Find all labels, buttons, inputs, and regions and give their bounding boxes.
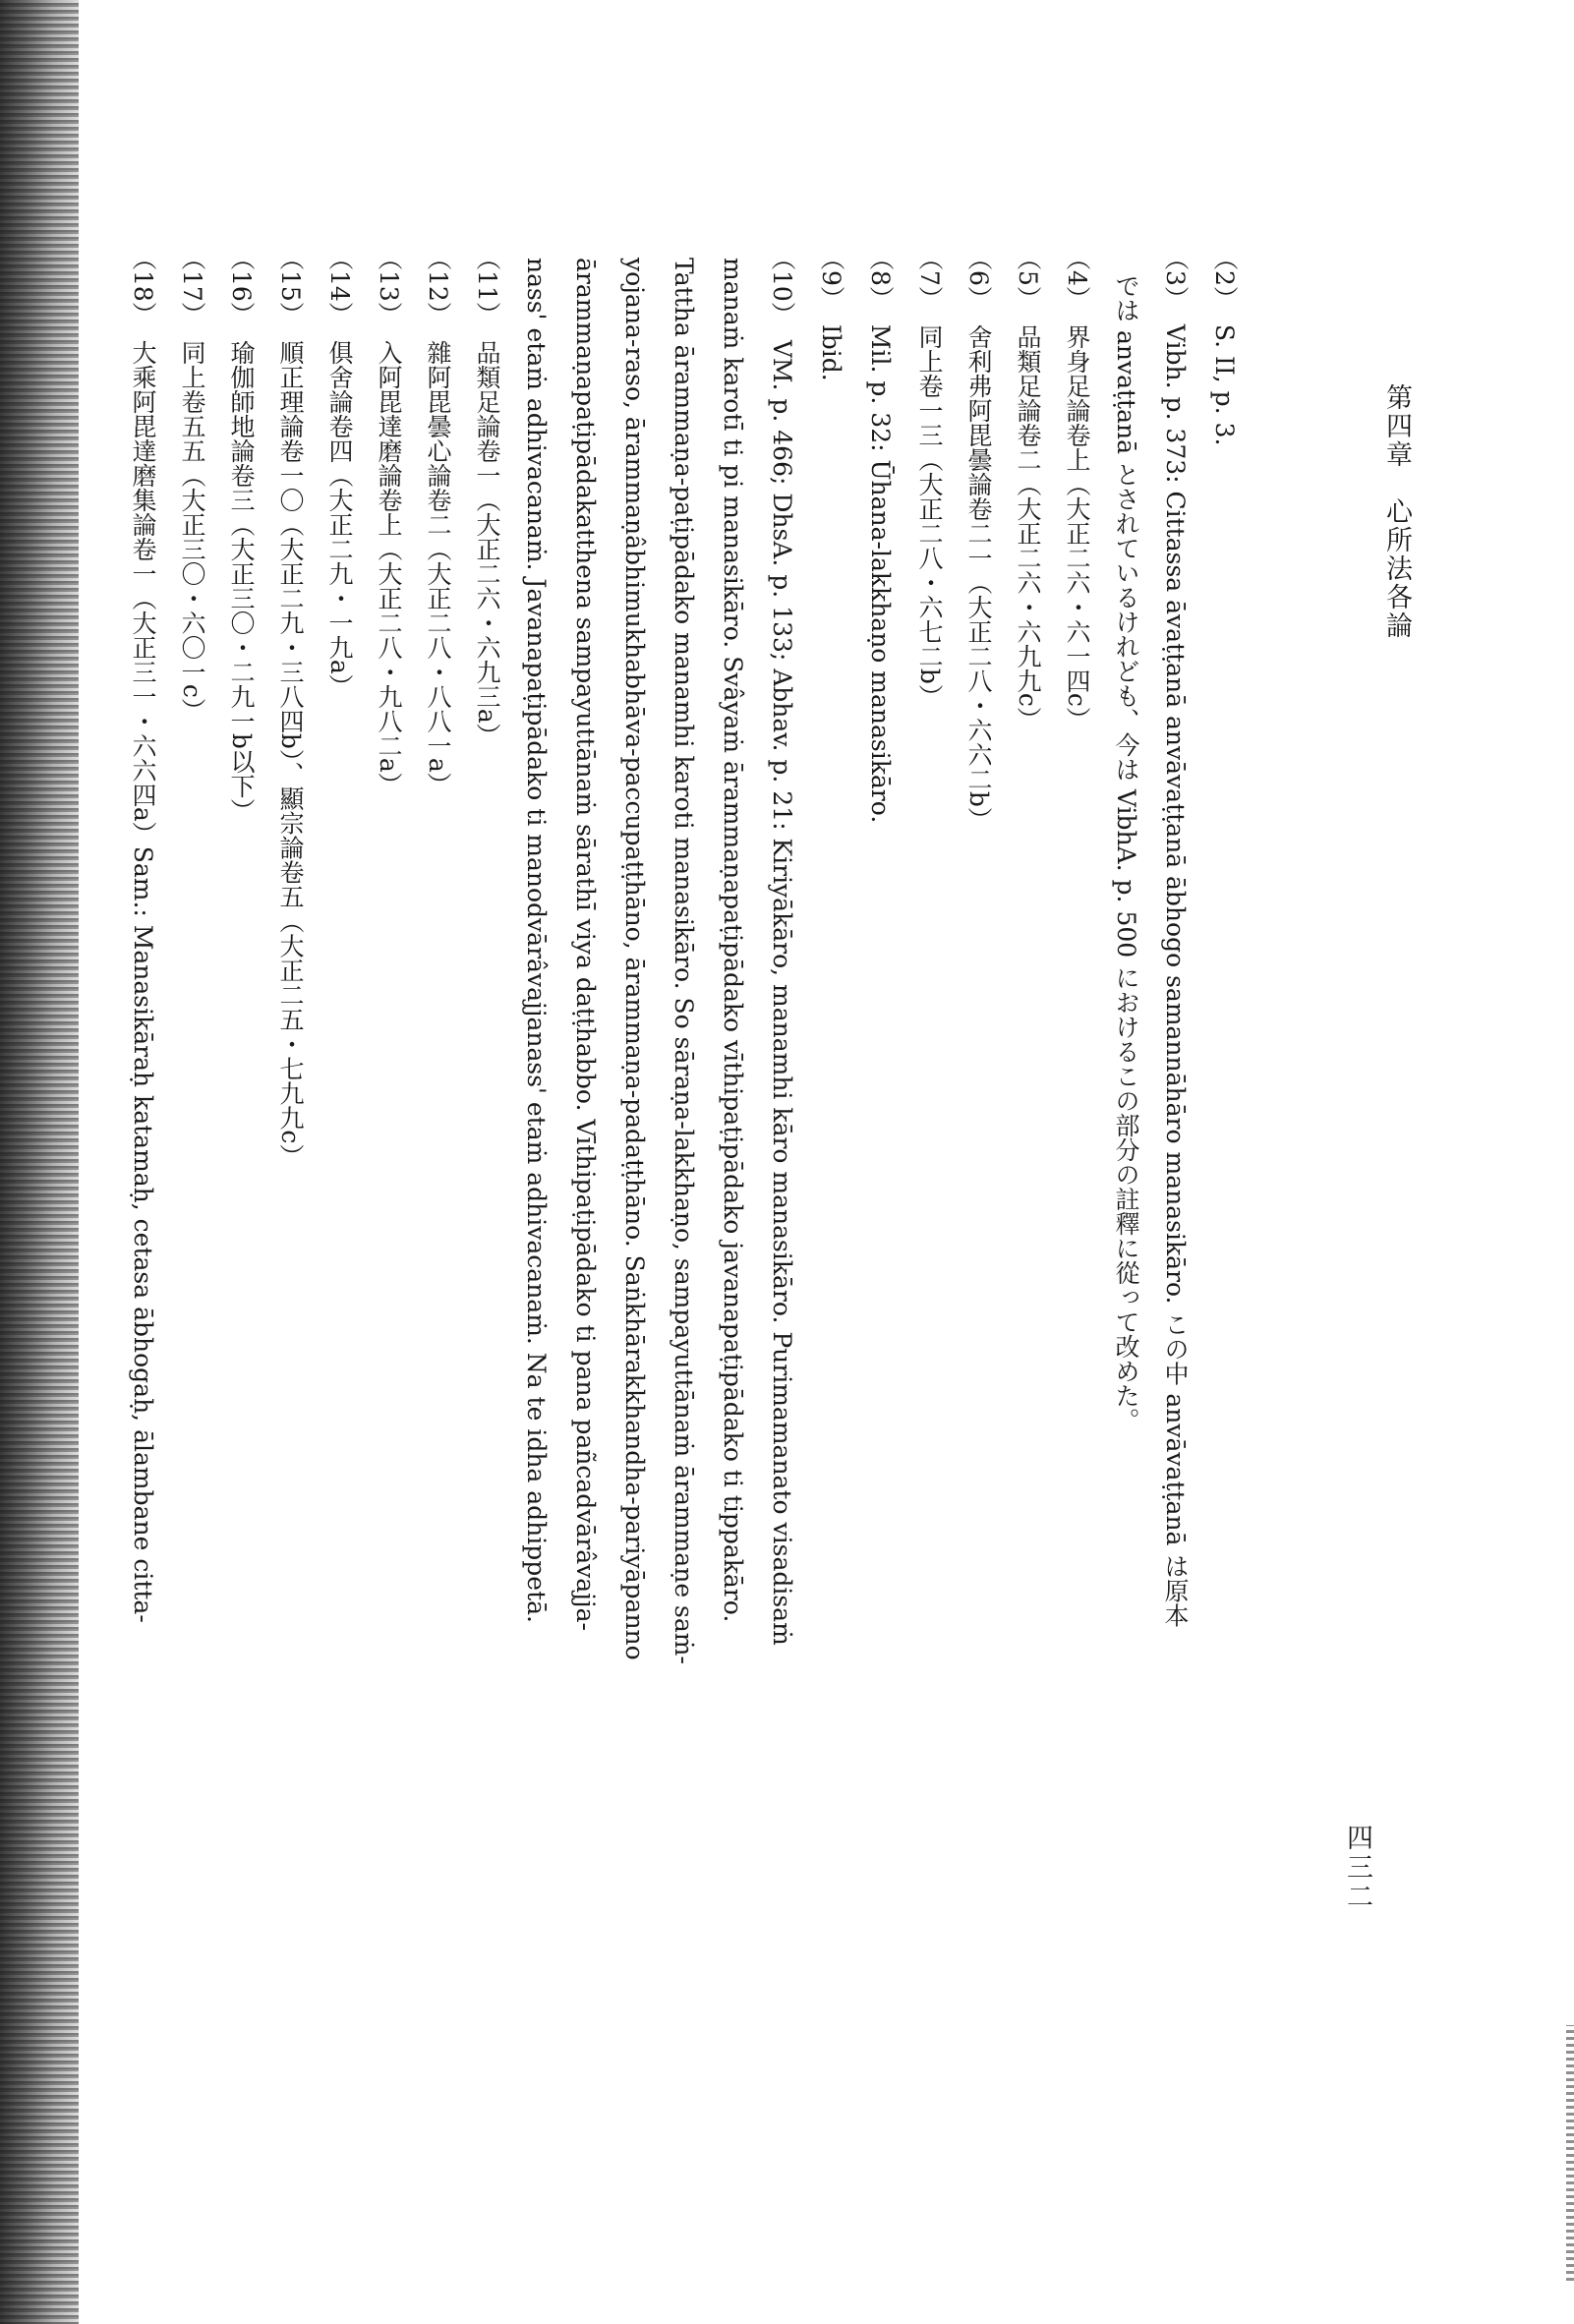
note-number: （13） bbox=[375, 246, 403, 326]
page-number: 四三二 bbox=[1342, 1824, 1372, 1912]
note-text: manaṁ karotī ti pi manasikāro. Svâyaṁ ārammaṇapaṭipādako vīthipaṭipādako javanapaṭipādako ti tippakāro. bbox=[719, 258, 747, 1623]
note-8 bbox=[855, 246, 904, 1917]
note-text: 品類足論卷一（大正二六・六九三a） bbox=[473, 339, 501, 748]
note-number: （18） bbox=[129, 246, 157, 326]
note-text: S. II, p. 3. bbox=[1210, 323, 1239, 446]
note-5 bbox=[1003, 246, 1052, 1917]
note-11 bbox=[462, 246, 511, 1917]
note-2 bbox=[1199, 246, 1249, 1917]
note-number: （10） bbox=[768, 246, 796, 326]
note-text: Mil. p. 32: Ūhana-lakkhaṇo manasikāro. bbox=[866, 323, 895, 824]
note-10-continued bbox=[511, 246, 560, 1917]
note-10-continued bbox=[659, 246, 708, 1917]
note-text: 同上卷五五（大正三〇・六〇一c） bbox=[178, 339, 206, 723]
note-4 bbox=[1052, 246, 1101, 1917]
note-text: ārammaṇapaṭipādakatthena sampayuttānaṁ sārathī viya daṭṭhabbo. Vīthipaṭipādako ti pana pañcadvārâvajja- bbox=[571, 258, 600, 1632]
note-text: 瑜伽師地論卷三（大正三〇・二九一b以下） bbox=[227, 339, 256, 823]
note-text: Ibid. bbox=[817, 323, 845, 381]
note-text: 入阿毘達磨論卷上（大正二八・九八二a） bbox=[375, 339, 403, 797]
note-9 bbox=[806, 246, 855, 1917]
note-text: 同上卷一三（大正二八・六七二b） bbox=[915, 323, 944, 709]
note-7 bbox=[904, 246, 954, 1917]
note-13 bbox=[364, 246, 413, 1917]
note-text: Tattha ārammaṇa-paṭipādako manamhi karoti manasikāro. So sāraṇa-lakkhaṇo, sampayuttānaṁ ārammaṇe saṁ- bbox=[670, 258, 698, 1664]
note-text: 順正理論卷一〇（大正二九・三八四b）、顯宗論卷五（大正二五・七九九c） bbox=[276, 339, 305, 1169]
note-text: VM. p. 466; DhsA. p. 133; Abhav. p. 21: Kiriyākāro, manamhi kāro manasikāro. Purimamanato visadisaṁ bbox=[768, 339, 796, 1646]
note-number: （5） bbox=[1014, 246, 1042, 311]
note-number: （8） bbox=[866, 246, 895, 311]
note-text: では anvaṭṭanā とされているけれども、今は VibhA. p. 500 におけるこの部分の註釋に從って改めた。 bbox=[1112, 273, 1140, 1433]
note-15 bbox=[265, 246, 315, 1917]
note-10-continued bbox=[708, 246, 757, 1917]
note-text: 品類足論卷二（大正二六・六九九c） bbox=[1014, 323, 1042, 731]
note-number: （17） bbox=[178, 246, 206, 326]
note-18 bbox=[118, 246, 167, 1917]
note-text: 舍利弗阿毘曇論卷二一（大正二八・六六二b） bbox=[964, 323, 993, 832]
note-number: （12） bbox=[424, 246, 452, 326]
note-number: （7） bbox=[915, 246, 944, 311]
note-number: （6） bbox=[964, 246, 993, 311]
note-number: （11） bbox=[473, 246, 501, 326]
note-number: （3） bbox=[1161, 246, 1190, 311]
note-text: 雜阿毘曇心論卷二（大正二八・八八一a） bbox=[424, 339, 452, 797]
note-text: 界身足論卷上（大正二六・六一四c） bbox=[1063, 323, 1091, 731]
scan-shadow-edge bbox=[0, 0, 79, 2324]
note-3 bbox=[1150, 246, 1199, 1917]
note-text: Vibh. p. 373: Cittassa āvaṭṭanā anvāvaṭṭanā ābhogo samannāhāro manasikāro. この中 anvāvaṭṭanā は原本 bbox=[1161, 323, 1190, 1628]
note-number: （4） bbox=[1063, 246, 1091, 311]
note-text: 大乘阿毘達磨集論卷一（大正三一・六六四a）Sam.: Manasikāraḥ katamaḥ, cetasa ābhogaḥ, ālambane citta- bbox=[129, 339, 157, 1623]
note-10-continued bbox=[560, 246, 610, 1917]
note-number: （14） bbox=[325, 246, 354, 326]
note-text: nass' etaṁ adhivacanaṁ. Javanapaṭipādako ti manodvārâvajjanass' etaṁ adhivacanaṁ. Na te idha adhippetā. bbox=[522, 258, 551, 1623]
note-16 bbox=[216, 246, 265, 1917]
note-14 bbox=[315, 246, 364, 1917]
note-12 bbox=[413, 246, 462, 1917]
notes-column-block bbox=[129, 246, 1249, 1917]
note-number: （2） bbox=[1210, 246, 1239, 311]
note-10-continued bbox=[610, 246, 659, 1917]
note-17 bbox=[167, 246, 216, 1917]
note-number: （16） bbox=[227, 246, 256, 326]
note-text: 俱舍論卷四（大正二九・一九a） bbox=[325, 339, 354, 699]
scan-edge-mark bbox=[1566, 2025, 1574, 2281]
note-number: （15） bbox=[276, 246, 305, 326]
chapter-title: 第四章 心所法各論 bbox=[1381, 383, 1412, 640]
note-3-continued bbox=[1101, 246, 1150, 1917]
note-6 bbox=[954, 246, 1003, 1917]
note-number: （9） bbox=[817, 246, 845, 311]
note-text: yojana-raso, ārammaṇâbhimukhabhāva-paccupaṭṭhāno, ārammaṇa-padaṭṭhāno. Saṅkhārakkhandha-pariyāpanno bbox=[620, 258, 649, 1660]
note-10 bbox=[757, 246, 806, 1917]
